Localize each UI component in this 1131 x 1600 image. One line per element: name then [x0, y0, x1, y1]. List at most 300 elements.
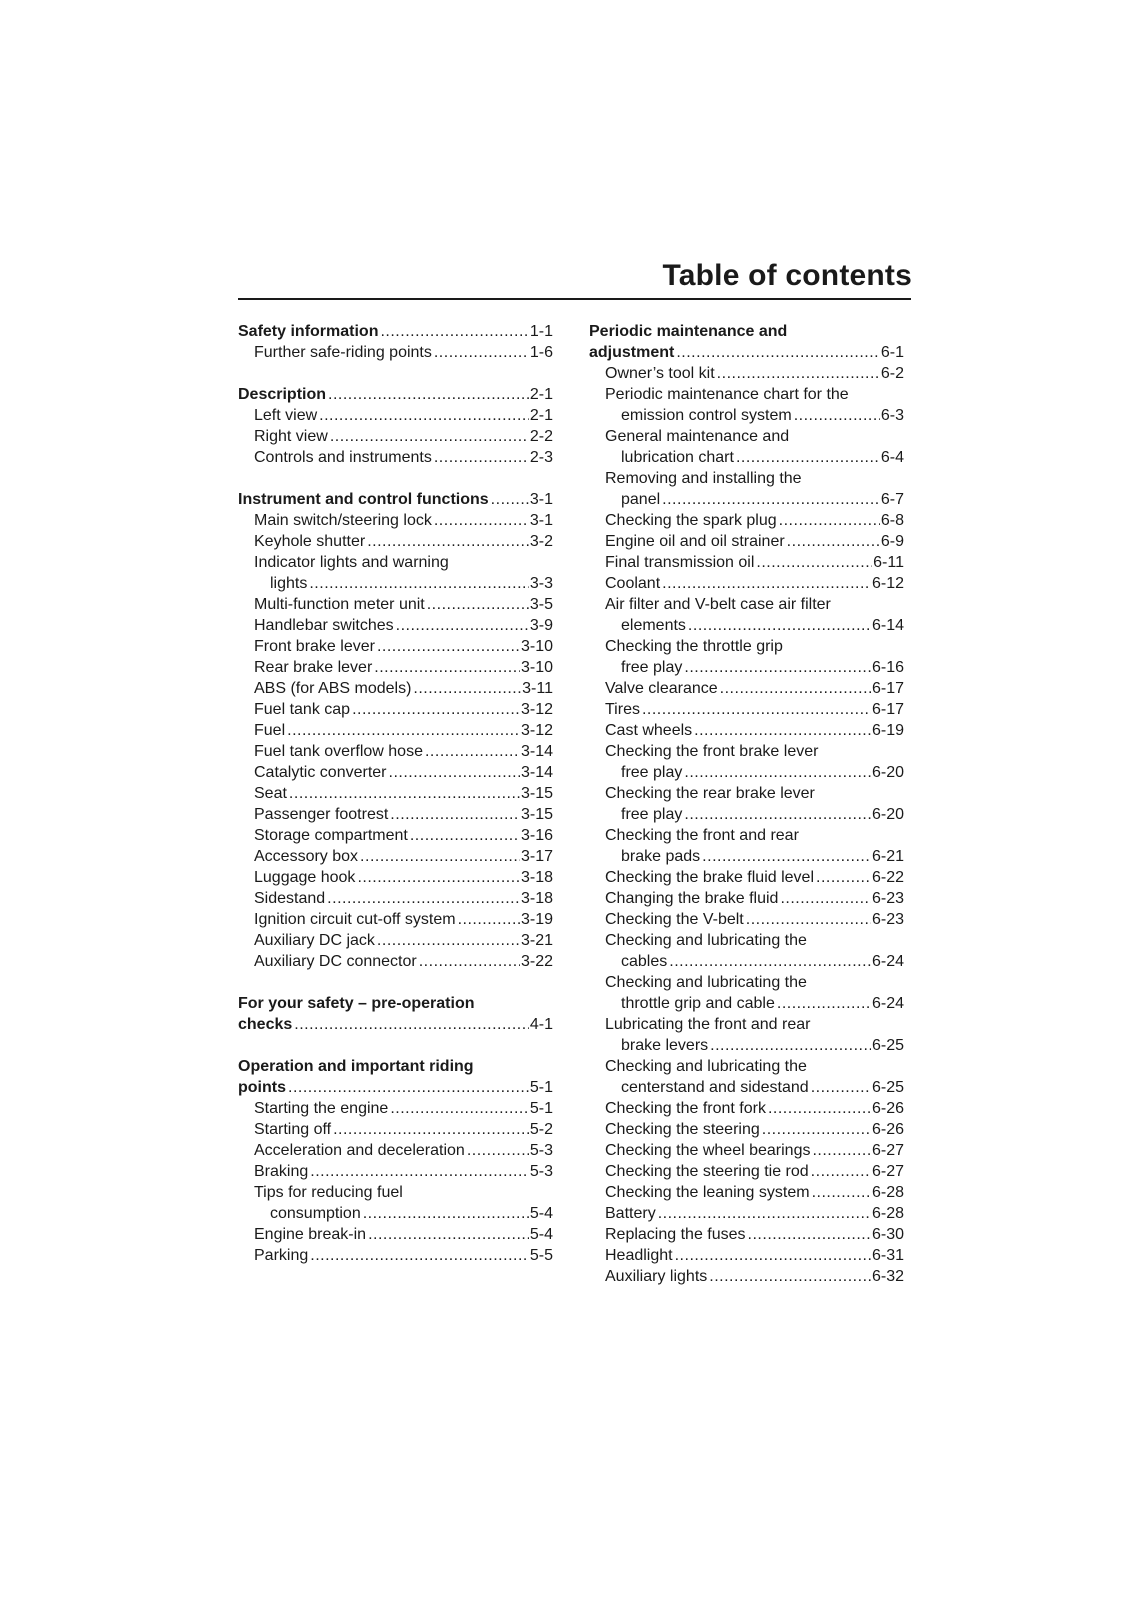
toc-entry[interactable] — [589, 363, 904, 384]
title-rule — [238, 298, 911, 300]
toc-entry-page: 3-15 — [520, 806, 553, 823]
toc-entry[interactable] — [238, 762, 553, 783]
toc-entry-title: Description — [238, 386, 327, 403]
toc-column-left — [238, 321, 553, 1266]
dot-leader — [710, 1035, 871, 1056]
toc-entry-title: Air filter and V-belt case air filter — [605, 596, 831, 613]
toc-entry[interactable] — [238, 1014, 553, 1035]
toc-entry-title: lights — [270, 575, 308, 592]
toc-entry[interactable] — [589, 1161, 904, 1182]
toc-entry[interactable] — [589, 846, 904, 867]
toc-entry-title: checks — [238, 1016, 293, 1033]
toc-entry[interactable] — [589, 552, 904, 573]
toc-entry-page: 3-5 — [529, 596, 553, 613]
dot-leader — [374, 657, 520, 678]
dot-leader — [363, 1203, 529, 1224]
toc-entry-page: 6-1 — [880, 344, 904, 361]
toc-entry-title: Checking and lubricating the — [605, 932, 807, 949]
toc-entry-title: Cast wheels — [605, 722, 693, 739]
dot-leader — [333, 1119, 529, 1140]
toc-entry-title: Keyhole shutter — [254, 533, 366, 550]
toc-entry — [589, 636, 904, 657]
toc-entry-title: Checking the leaning system — [605, 1184, 810, 1201]
toc-entry-title: Auxiliary DC jack — [254, 932, 375, 949]
toc-entry-page: 3-14 — [520, 764, 553, 781]
dot-leader — [768, 1098, 871, 1119]
dot-leader — [491, 489, 529, 510]
toc-entry-page: 2-1 — [529, 407, 553, 424]
toc-entry[interactable] — [238, 384, 553, 405]
toc-entry[interactable] — [589, 573, 904, 594]
toc-entry-page: 5-1 — [529, 1100, 553, 1117]
toc-entry-title: Tips for reducing fuel — [254, 1184, 403, 1201]
dot-leader — [748, 1224, 871, 1245]
toc-entry-title: Parking — [254, 1247, 309, 1264]
toc-entry-title: Ignition circuit cut-off system — [254, 911, 456, 928]
toc-entry[interactable] — [238, 930, 553, 951]
dot-leader — [352, 699, 520, 720]
toc-entry-title: Seat — [254, 785, 287, 802]
toc-entry[interactable] — [589, 1245, 904, 1266]
toc-entry-page: 6-17 — [871, 680, 904, 697]
toc-entry-title: Replacing the fuses — [605, 1226, 746, 1243]
toc-entry[interactable] — [238, 846, 553, 867]
dot-leader — [780, 888, 871, 909]
toc-entry-title: throttle grip and cable — [621, 995, 775, 1012]
toc-entry[interactable] — [589, 1098, 904, 1119]
toc-entry-title: adjustment — [589, 344, 675, 361]
dot-leader — [328, 384, 529, 405]
toc-entry-page: 6-21 — [871, 848, 904, 865]
toc-entry[interactable] — [238, 1098, 553, 1119]
toc-entry-page: 3-16 — [520, 827, 553, 844]
toc-entry[interactable] — [589, 909, 904, 930]
toc-entry-page: 6-28 — [871, 1205, 904, 1222]
toc-entry[interactable] — [238, 909, 553, 930]
dot-leader — [702, 846, 871, 867]
dot-leader — [434, 510, 529, 531]
dot-leader — [811, 1161, 871, 1182]
toc-entry[interactable] — [238, 720, 553, 741]
toc-entry[interactable] — [238, 888, 553, 909]
toc-entry-page: 3-18 — [520, 890, 553, 907]
dot-leader — [434, 447, 529, 468]
dot-leader — [319, 405, 529, 426]
toc-entry[interactable] — [589, 888, 904, 909]
toc-entry-title: Checking the V-belt — [605, 911, 744, 928]
dot-leader — [736, 447, 880, 468]
toc-entry-title: General maintenance and — [605, 428, 790, 445]
toc-entry-page: 6-16 — [871, 659, 904, 676]
toc-column-right — [589, 321, 904, 1287]
toc-entry-title: Rear brake lever — [254, 659, 373, 676]
toc-entry-page: 3-11 — [522, 680, 553, 697]
toc-entry[interactable] — [238, 636, 553, 657]
dot-leader — [289, 783, 520, 804]
toc-entry-title: Checking the throttle grip — [605, 638, 783, 655]
toc-entry[interactable] — [238, 699, 553, 720]
toc-entry[interactable] — [589, 993, 904, 1014]
toc-entry-page: 6-19 — [871, 722, 904, 739]
toc-entry[interactable] — [238, 1140, 553, 1161]
toc-entry-page: 3-22 — [520, 953, 553, 970]
toc-entry[interactable] — [589, 510, 904, 531]
toc-entry[interactable] — [238, 615, 553, 636]
toc-entry[interactable] — [238, 426, 553, 447]
toc-entry-page: 6-25 — [871, 1037, 904, 1054]
dot-leader — [762, 1119, 871, 1140]
dot-leader — [377, 636, 520, 657]
toc-entry[interactable] — [589, 405, 904, 426]
toc-entry-title: Handlebar switches — [254, 617, 394, 634]
toc-gap — [238, 468, 553, 489]
toc-entry-title: free play — [621, 659, 683, 676]
toc-gap — [238, 363, 553, 384]
toc-entry-title: Front brake lever — [254, 638, 375, 655]
toc-entry-title: Operation and important riding — [238, 1058, 474, 1075]
dot-leader — [413, 678, 521, 699]
toc-entry[interactable] — [589, 762, 904, 783]
dot-leader — [310, 1245, 529, 1266]
toc-entry-title: Checking the steering — [605, 1121, 760, 1138]
toc-entry-title: Coolant — [605, 575, 661, 592]
toc-entry-title: Safety information — [238, 323, 379, 340]
toc-entry[interactable] — [238, 867, 553, 888]
toc-entry-title: Engine break-in — [254, 1226, 367, 1243]
dot-leader — [816, 867, 871, 888]
toc-entry-title: Changing the brake fluid — [605, 890, 779, 907]
toc-entry-page: 3-17 — [520, 848, 553, 865]
dot-leader — [717, 363, 880, 384]
toc-entry-page: 5-4 — [529, 1205, 553, 1222]
dot-leader — [327, 888, 520, 909]
toc-entry-page: 5-1 — [529, 1079, 553, 1096]
toc-entry — [238, 1056, 553, 1077]
toc-entry[interactable] — [589, 1119, 904, 1140]
toc-entry-page: 6-12 — [871, 575, 904, 592]
toc-entry-title: Removing and installing the — [605, 470, 802, 487]
toc-entry — [589, 468, 904, 489]
dot-leader — [688, 615, 871, 636]
toc-entry-title: Sidestand — [254, 890, 326, 907]
toc-entry-title: Headlight — [605, 1247, 673, 1264]
dot-leader — [675, 1245, 871, 1266]
toc-entry[interactable] — [589, 1203, 904, 1224]
toc-entry[interactable] — [238, 804, 553, 825]
toc-entry-page: 6-23 — [871, 890, 904, 907]
toc-entry-page: 6-3 — [880, 407, 904, 424]
toc-entry[interactable] — [238, 951, 553, 972]
toc-entry-page: 6-27 — [871, 1142, 904, 1159]
toc-entry[interactable] — [238, 510, 553, 531]
toc-entry-title: Fuel — [254, 722, 286, 739]
toc-entry-page: 2-2 — [529, 428, 553, 445]
toc-entry-title: centerstand and sidestand — [621, 1079, 809, 1096]
toc-entry[interactable] — [238, 1245, 553, 1266]
toc-entry — [589, 825, 904, 846]
toc-entry — [589, 321, 904, 342]
toc-entry-title: Checking and lubricating the — [605, 974, 807, 991]
dot-leader — [694, 720, 871, 741]
dot-leader — [287, 720, 520, 741]
toc-entry[interactable] — [589, 1182, 904, 1203]
toc-entry-page: 6-9 — [880, 533, 904, 550]
dot-leader — [779, 510, 880, 531]
toc-entry-title: Catalytic converter — [254, 764, 387, 781]
toc-entry-page: 3-10 — [520, 638, 553, 655]
dot-leader — [676, 342, 880, 363]
toc-entry-page: 3-18 — [520, 869, 553, 886]
dot-leader — [812, 1140, 871, 1161]
toc-entry-title: Fuel tank overflow hose — [254, 743, 423, 760]
dot-leader — [812, 1182, 871, 1203]
toc-entry[interactable] — [589, 615, 904, 636]
toc-entry[interactable] — [589, 1224, 904, 1245]
toc-entry — [589, 972, 904, 993]
toc-entry-page: 3-15 — [520, 785, 553, 802]
toc-entry-title: brake levers — [621, 1037, 709, 1054]
toc-entry-page: 5-3 — [529, 1163, 553, 1180]
toc-entry-page: 5-4 — [529, 1226, 553, 1243]
toc-entry[interactable] — [238, 657, 553, 678]
dot-leader — [380, 321, 528, 342]
dot-leader — [310, 1161, 529, 1182]
toc-entry[interactable] — [589, 1035, 904, 1056]
toc-entry-page: 6-14 — [871, 617, 904, 634]
toc-entry-page: 6-20 — [871, 806, 904, 823]
toc-entry[interactable] — [238, 825, 553, 846]
dot-leader — [410, 825, 520, 846]
toc-entry[interactable] — [589, 678, 904, 699]
toc-entry-page: 3-9 — [529, 617, 553, 634]
toc-entry[interactable] — [238, 1224, 553, 1245]
toc-entry-title: consumption — [270, 1205, 361, 1222]
dot-leader — [811, 1077, 871, 1098]
toc-entry[interactable] — [589, 489, 904, 510]
toc-entry-title: ABS (for ABS models) — [254, 680, 412, 697]
toc-entry[interactable] — [238, 405, 553, 426]
toc-entry-page: 3-2 — [529, 533, 553, 550]
toc-entry-page: 5-2 — [529, 1121, 553, 1138]
dot-leader — [642, 699, 871, 720]
dot-leader — [427, 594, 529, 615]
toc-entry-page: 3-3 — [529, 575, 553, 592]
toc-entry-page: 6-26 — [871, 1121, 904, 1138]
dot-leader — [396, 615, 529, 636]
toc-entry[interactable] — [238, 447, 553, 468]
toc-entry[interactable] — [238, 1161, 553, 1182]
toc-entry[interactable] — [238, 678, 553, 699]
toc-entry-page: 6-2 — [880, 365, 904, 382]
toc-entry-page: 6-24 — [871, 995, 904, 1012]
toc-entry-title: Starting off — [254, 1121, 332, 1138]
toc-entry-page: 3-12 — [520, 722, 553, 739]
toc-entry-title: Multi-function meter unit — [254, 596, 425, 613]
toc-entry-title: emission control system — [621, 407, 792, 424]
toc-entry-page: 3-21 — [520, 932, 553, 949]
dot-leader — [669, 951, 871, 972]
toc-entry[interactable] — [589, 1140, 904, 1161]
toc-entry-page: 3-19 — [520, 911, 553, 928]
toc-entry-title: Acceleration and deceleration — [254, 1142, 465, 1159]
dot-leader — [787, 531, 880, 552]
toc-entry-page: 6-11 — [873, 554, 904, 571]
toc-entry-title: Checking the rear brake lever — [605, 785, 815, 802]
toc-entry — [238, 993, 553, 1014]
toc-entry-page: 6-23 — [871, 911, 904, 928]
toc-entry[interactable] — [589, 1266, 904, 1287]
toc-entry[interactable] — [238, 489, 553, 510]
toc-entry-page: 3-14 — [520, 743, 553, 760]
toc-entry-title: Owner’s tool kit — [605, 365, 715, 382]
toc-entry[interactable] — [238, 321, 553, 342]
dot-leader — [425, 741, 520, 762]
toc-entry-title: Checking the front and rear — [605, 827, 799, 844]
toc-entry[interactable] — [238, 741, 553, 762]
toc-entry — [589, 384, 904, 405]
toc-entry-page: 6-25 — [871, 1079, 904, 1096]
dot-leader — [294, 1014, 529, 1035]
toc-entry-title: Starting the engine — [254, 1100, 389, 1117]
dot-leader — [360, 846, 520, 867]
dot-leader — [419, 951, 520, 972]
dot-leader — [777, 993, 871, 1014]
toc-entry-page: 6-31 — [871, 1247, 904, 1264]
toc-entry-page: 6-8 — [880, 512, 904, 529]
dot-leader — [330, 426, 529, 447]
toc-entry-title: Main switch/steering lock — [254, 512, 432, 529]
toc-entry — [589, 783, 904, 804]
dot-leader — [389, 762, 520, 783]
toc-entry-title: panel — [621, 491, 661, 508]
toc-entry-page: 6-7 — [880, 491, 904, 508]
toc-entry-title: Right view — [254, 428, 328, 445]
toc-entry-page: 2-3 — [529, 449, 553, 466]
toc-entry-title: Engine oil and oil strainer — [605, 533, 785, 550]
toc-entry[interactable] — [238, 594, 553, 615]
page-title: Table of contents — [662, 259, 912, 292]
toc-entry-title: Controls and instruments — [254, 449, 432, 466]
toc-entry-title: For your safety – pre-operation — [238, 995, 475, 1012]
toc-entry[interactable] — [589, 342, 904, 363]
toc-entry-title: Checking and lubricating the — [605, 1058, 807, 1075]
toc-entry-title: Checking the front brake lever — [605, 743, 819, 760]
toc-entry — [589, 1014, 904, 1035]
dot-leader — [720, 678, 871, 699]
toc-entry[interactable] — [589, 531, 904, 552]
dot-leader — [434, 342, 529, 363]
toc-entry[interactable] — [589, 720, 904, 741]
toc-entry-page: 3-1 — [529, 491, 553, 508]
dot-leader — [458, 909, 520, 930]
toc-entry[interactable] — [238, 1203, 553, 1224]
toc-entry[interactable] — [589, 867, 904, 888]
toc-entry-page: 3-1 — [529, 512, 553, 529]
toc-entry — [589, 594, 904, 615]
toc-entry-title: cables — [621, 953, 668, 970]
toc-entry-title: Fuel tank cap — [254, 701, 351, 718]
dot-leader — [684, 804, 871, 825]
toc-entry-title: Instrument and control functions — [238, 491, 489, 508]
toc-entry-title: Valve clearance — [605, 680, 718, 697]
dot-leader — [662, 573, 871, 594]
toc-entry-page: 2-1 — [529, 386, 553, 403]
toc-entry-title: free play — [621, 764, 683, 781]
toc-entry-page: 4-1 — [529, 1016, 553, 1033]
toc-entry[interactable] — [238, 342, 553, 363]
dot-leader — [368, 1224, 529, 1245]
toc-entry-title: Auxiliary lights — [605, 1268, 708, 1285]
toc-entry-title: Tires — [605, 701, 640, 718]
dot-leader — [662, 489, 880, 510]
toc-entry[interactable] — [589, 951, 904, 972]
toc-entry-title: Indicator lights and warning — [254, 554, 449, 571]
toc-gap — [238, 1035, 553, 1056]
toc-entry[interactable] — [589, 699, 904, 720]
toc-entry-page: 3-10 — [520, 659, 553, 676]
toc-entry[interactable] — [238, 1077, 553, 1098]
dot-leader — [309, 573, 529, 594]
dot-leader — [684, 762, 871, 783]
toc-entry[interactable] — [238, 573, 553, 594]
dot-leader — [746, 909, 871, 930]
toc-entry[interactable] — [589, 657, 904, 678]
toc-entry[interactable] — [589, 804, 904, 825]
toc-entry-page: 6-32 — [871, 1268, 904, 1285]
toc-entry-page: 6-22 — [871, 869, 904, 886]
dot-leader — [377, 930, 520, 951]
toc-gap — [238, 972, 553, 993]
toc-entry-title: Checking the front fork — [605, 1100, 766, 1117]
dot-leader — [367, 531, 529, 552]
toc-entry[interactable] — [589, 447, 904, 468]
toc-entry-page: 6-20 — [871, 764, 904, 781]
toc-entry-title: Braking — [254, 1163, 309, 1180]
toc-entry-title: lubrication chart — [621, 449, 734, 466]
toc-entry-page: 1-1 — [529, 323, 553, 340]
toc-entry[interactable] — [238, 531, 553, 552]
toc-entry[interactable] — [238, 1119, 553, 1140]
toc-entry-title: Accessory box — [254, 848, 359, 865]
toc-entry-title: Checking the steering tie rod — [605, 1163, 809, 1180]
dot-leader — [467, 1140, 529, 1161]
toc-entry-title: Luggage hook — [254, 869, 356, 886]
toc-entry — [589, 426, 904, 447]
toc-entry-title: Auxiliary DC connector — [254, 953, 417, 970]
toc-entry-title: Battery — [605, 1205, 656, 1222]
toc-entry — [238, 552, 553, 573]
toc-entry-title: Passenger footrest — [254, 806, 389, 823]
toc-entry-title: Checking the spark plug — [605, 512, 777, 529]
toc-entry-page: 5-5 — [529, 1247, 553, 1264]
dot-leader — [684, 657, 871, 678]
toc-entry-page: 6-30 — [871, 1226, 904, 1243]
dot-leader — [756, 552, 872, 573]
toc-entry-title: elements — [621, 617, 686, 634]
toc-entry-page: 6-17 — [871, 701, 904, 718]
dot-leader — [357, 867, 520, 888]
toc-entry — [589, 1056, 904, 1077]
toc-entry[interactable] — [589, 1077, 904, 1098]
toc-entry-title: Storage compartment — [254, 827, 408, 844]
dot-leader — [658, 1203, 871, 1224]
toc-entry-title: Final transmission oil — [605, 554, 755, 571]
toc-entry-title: Periodic maintenance and — [589, 323, 788, 340]
toc-entry[interactable] — [238, 783, 553, 804]
toc-entry-title: free play — [621, 806, 683, 823]
toc-entry-page: 1-6 — [529, 344, 553, 361]
toc-entry — [589, 930, 904, 951]
